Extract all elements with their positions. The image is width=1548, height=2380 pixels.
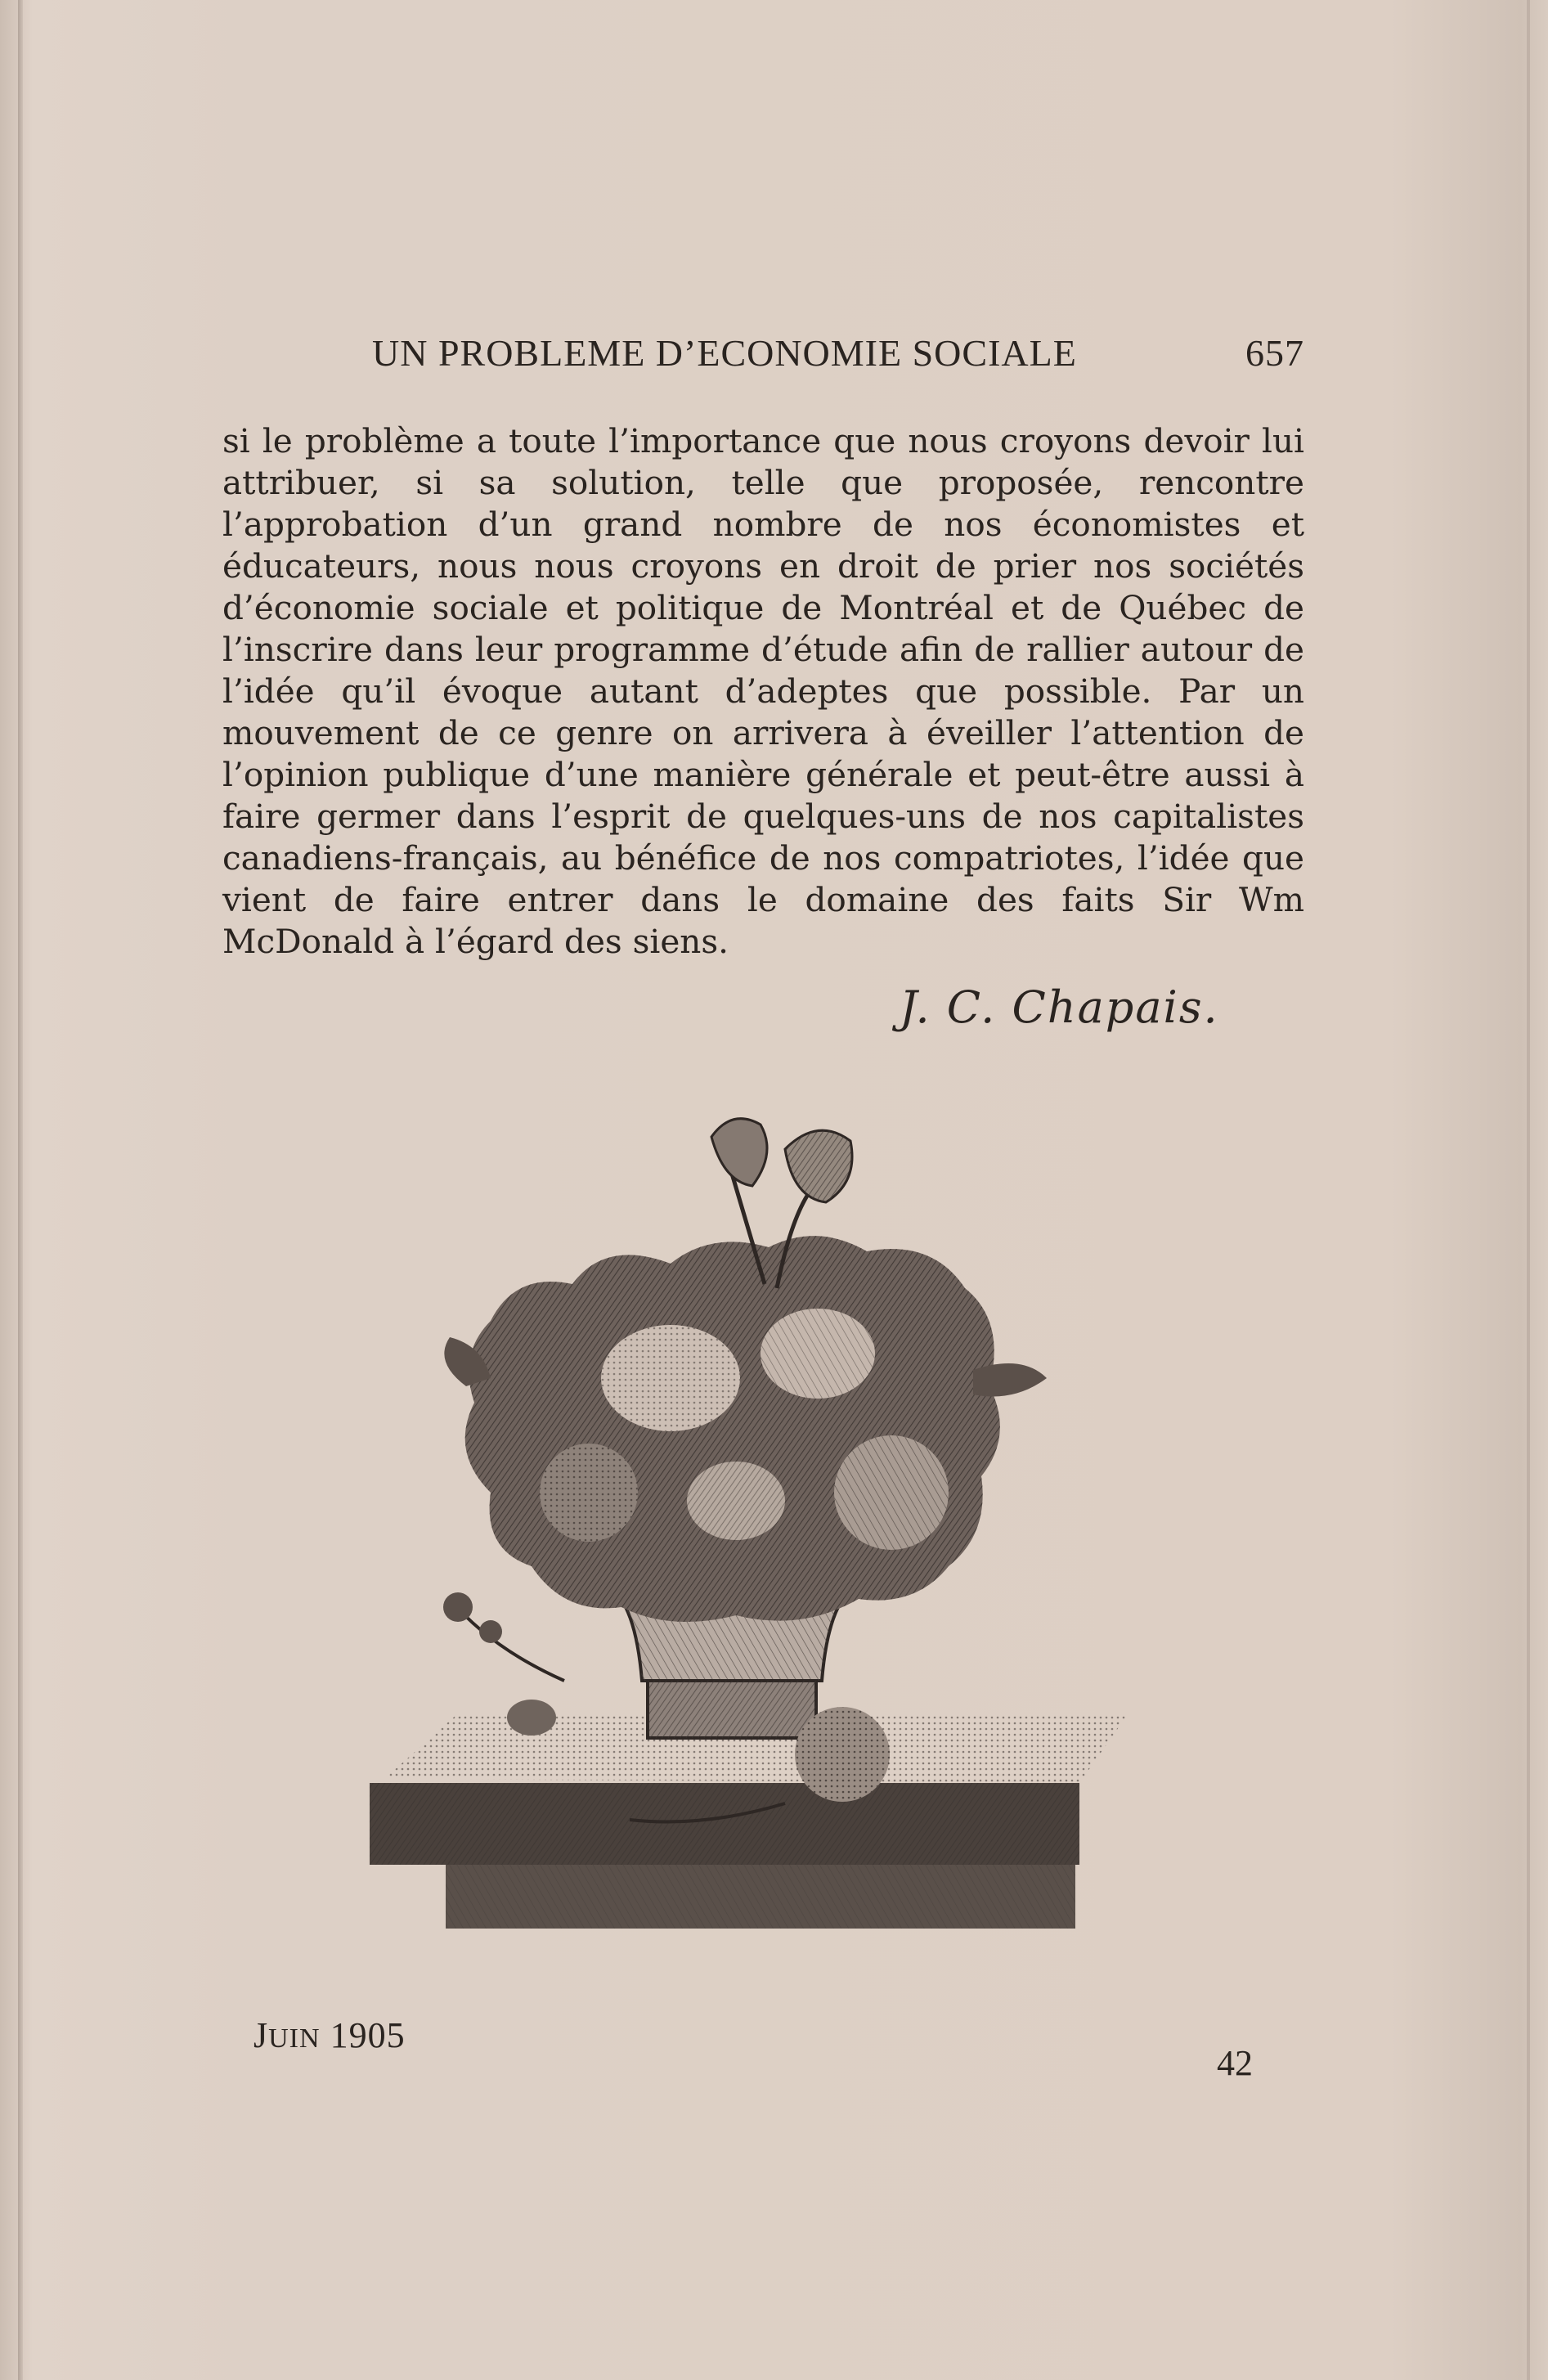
page-number: 657 <box>1245 332 1304 374</box>
issue-month-initial: J <box>254 2015 269 2055</box>
table-ledge <box>370 1713 1128 1929</box>
page-right-edge <box>1527 0 1530 2380</box>
issue-month-rest: UIN <box>268 2023 321 2054</box>
running-title: UN PROBLEME D’ECONOMIE SOCIALE <box>372 332 1077 374</box>
issue-date <box>254 2014 406 2056</box>
body-paragraph: si le problème a toute l’importance que nous croyons devoir lui attribuer, si sa solution, telle que proposée, rencontre l’approbation d’un grand nombre de nos économistes et éducateurs, nous nous croyons en droit de prier nos sociétés d’économie sociale et politique de Montréal et de Québec de l’inscrire dans leur programme d’étude afin de rallier autour de l’idée qu’il évoque autant d’adeptes que possible. Par un mouvement de ce genre on arrivera à éveiller l’attention de l’opinion publique d’une manière générale et peut-être aussi à faire germer dans l’esprit de quelques-uns de nos capitalistes canadiens-français, au bénéfice de nos compatriotes, l’idée que vient de faire entrer dans le domaine des faits Sir Wm McDonald à l’égard des siens. <box>222 421 1304 961</box>
signature-mark: 42 <box>1217 2043 1253 2083</box>
author-signature: J. C. Chapais. <box>900 981 1219 1033</box>
flower-basket-illustration <box>360 1108 1145 1951</box>
page-binding-edge <box>18 0 23 2380</box>
issue-year: 1905 <box>330 2015 406 2055</box>
